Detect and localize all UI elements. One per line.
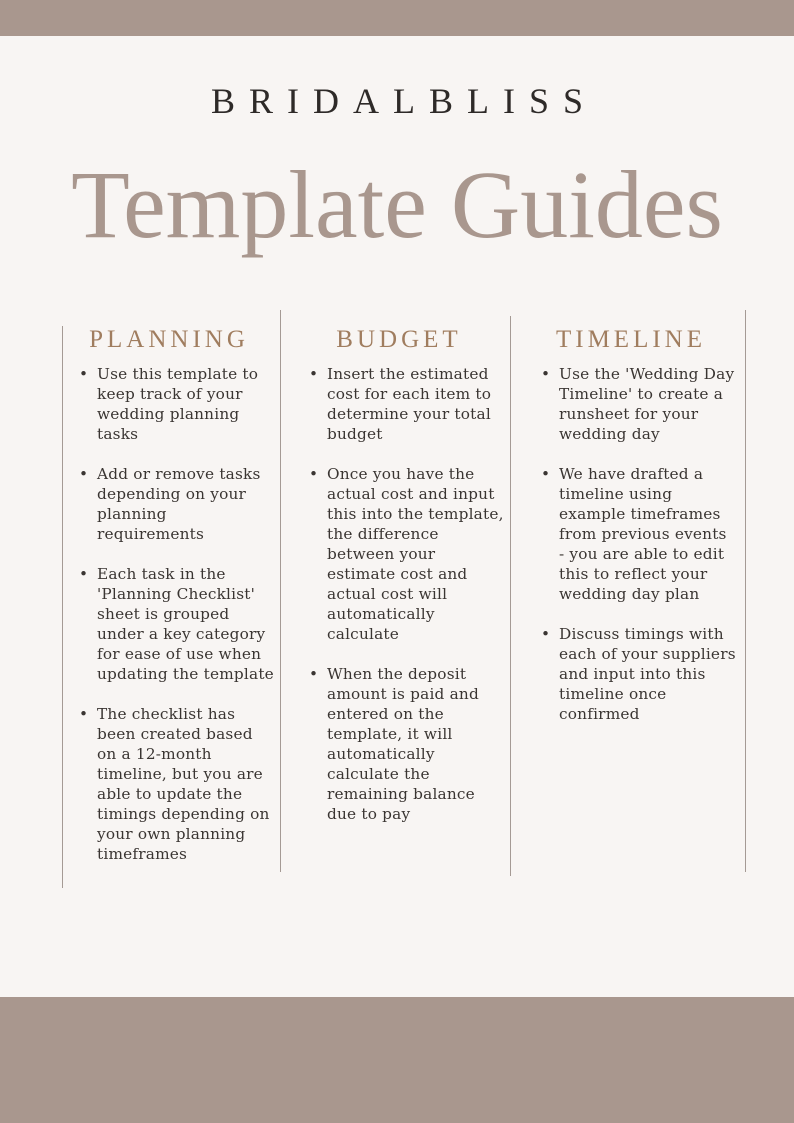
list-item-text: Use the 'Wedding Day Timeline' to create a runsheet for your wedding day [559, 365, 735, 443]
budget-list [293, 364, 505, 824]
bullet-icon: • [541, 365, 551, 383]
list-item [79, 364, 275, 444]
column-divider-3 [510, 316, 511, 876]
bullet-icon: • [541, 625, 551, 643]
list-item [309, 464, 505, 644]
bullet-icon: • [79, 365, 89, 383]
bottom-band [0, 997, 794, 1123]
page-title: Template Guides [71, 151, 723, 258]
column-divider-4 [745, 310, 746, 872]
bullet-icon: • [79, 705, 89, 723]
timeline-column [525, 326, 737, 744]
timeline-list [525, 364, 737, 724]
column-divider-2 [280, 310, 281, 872]
list-item [79, 564, 275, 684]
list-item-text: The checklist has been created based on a 12-month timeline, but you are able to update the timings depending on your own planning timeframes [97, 705, 270, 863]
list-item-text: Use this template to keep track of your wedding planning tasks [97, 365, 259, 443]
list-item-text: Add or remove tasks depending on your planning requirements [97, 465, 261, 543]
budget-heading: BUDGET [336, 326, 462, 353]
bullet-icon: • [309, 365, 319, 383]
timeline-heading: TIMELINE [555, 326, 707, 353]
list-item [541, 364, 737, 444]
planning-heading: PLANNING [89, 326, 249, 353]
bullet-icon: • [541, 465, 551, 483]
brand-name: BRIDALBLISS [210, 81, 598, 121]
bullet-icon: • [79, 465, 89, 483]
bullet-icon: • [309, 465, 319, 483]
budget-column [293, 326, 505, 844]
bullet-icon: • [309, 665, 319, 683]
list-item-text: Once you have the actual cost and input this into the template, the difference between your estimate cost and actual cost will automatically calculate [327, 465, 504, 643]
planning-column [63, 326, 275, 884]
list-item-text: Each task in the 'Planning Checklist' sheet is grouped under a key category for ease of use when updating the template [97, 565, 274, 683]
planning-list [63, 364, 275, 864]
list-item [79, 704, 275, 864]
list-item [79, 464, 275, 544]
list-item-text: When the deposit amount is paid and entered on the template, it will automatically calculate the remaining balance due to pay [327, 665, 479, 823]
list-item [309, 364, 505, 444]
list-item [541, 464, 737, 604]
list-item [541, 624, 737, 724]
list-item-text: We have drafted a timeline using example timeframes from previous events - you are able to edit this to reflect your wedding day plan [559, 465, 727, 603]
bullet-icon: • [79, 565, 89, 583]
list-item-text: Insert the estimated cost for each item to determine your total budget [327, 365, 492, 443]
top-band [0, 0, 794, 36]
list-item-text: Discuss timings with each of your suppliers and input into this timeline once confirmed [559, 625, 736, 723]
list-item [309, 664, 505, 824]
